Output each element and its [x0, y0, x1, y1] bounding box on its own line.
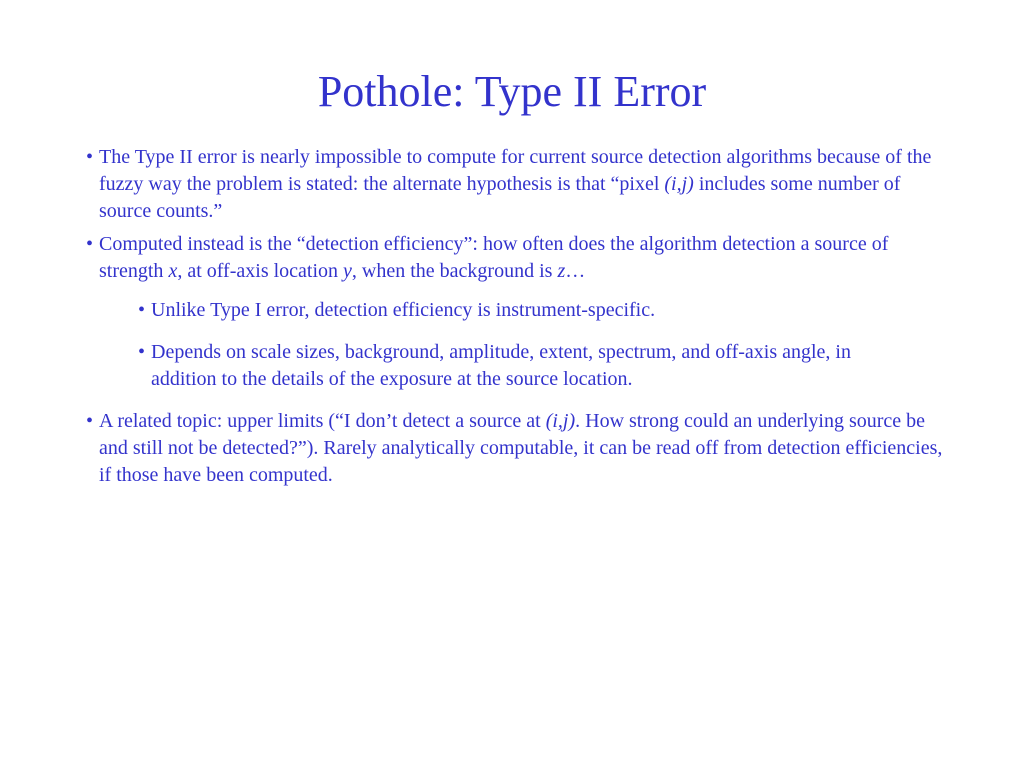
bullet-text: A related topic: upper limits (“I don’t detect a source at: [99, 410, 546, 432]
variable-y: y: [343, 260, 352, 282]
pixel-index-ij: (i,j): [545, 410, 576, 432]
bullet-upper-limits: [86, 408, 949, 489]
bullet-text: Depends on scale sizes, background, amplitude, extent, spectrum, and off-axis angle, in addition to the details of the exposure at the source location.: [151, 341, 851, 390]
pixel-index-ij: (i,j): [664, 173, 694, 195]
bullet-text: , when the background is: [351, 260, 558, 282]
bullet-text: . How strong could an underlying source be and still not be detected?”). Rarely analytically computable, it can be read off from detection efficiencies, if those have been computed.: [99, 410, 943, 486]
slide-title: Pothole: Type II Error: [317, 67, 707, 116]
bullet-marker: •: [86, 410, 94, 432]
bullet-type2-error-definition: [86, 144, 949, 225]
bullet-text: The Type II error is nearly impossible to compute for current source detection algorithms because of the fuzzy way the problem is stated: the alternate hypothesis is that “pixel: [99, 146, 932, 195]
bullet-marker: •: [138, 299, 146, 321]
variable-z: z: [557, 260, 566, 282]
bullet-detection-efficiency: [86, 231, 949, 285]
bullet-text: , at off-axis location: [177, 260, 344, 282]
subbullet-dependencies: [138, 339, 891, 393]
bullet-marker: •: [138, 341, 146, 363]
bullet-text: Computed instead is the “detection efficiency”: how often does the algorithm detection a source of strength: [99, 233, 889, 282]
variable-x: x: [168, 260, 178, 282]
subbullet-instrument-specific: [138, 297, 891, 324]
bullet-marker: •: [86, 233, 94, 255]
bullet-text: includes some number of source counts.”: [99, 173, 901, 222]
bullet-marker: •: [86, 146, 94, 168]
bullet-text: …: [565, 260, 586, 282]
bullet-text: Unlike Type I error, detection efficiency is instrument-specific.: [151, 299, 656, 321]
